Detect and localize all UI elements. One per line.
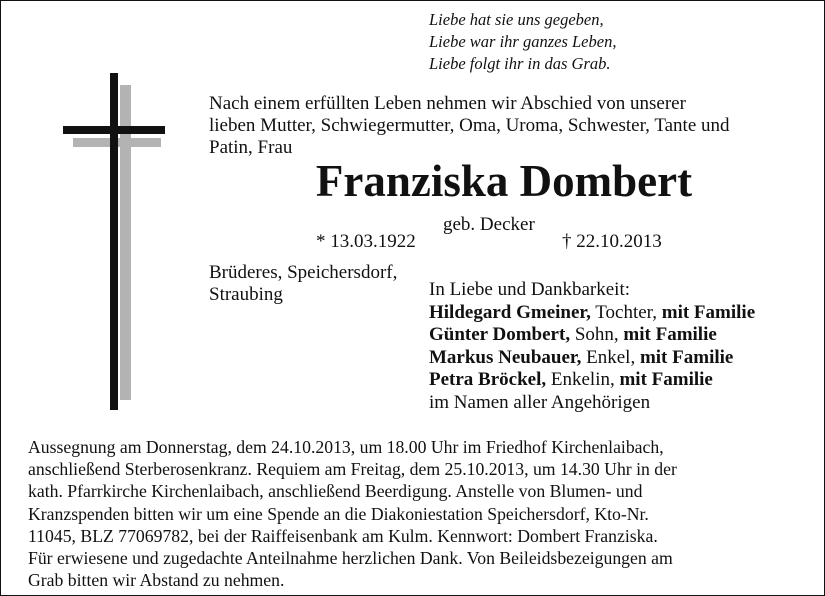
mourners-intro: In Liebe und Dankbarkeit: — [429, 279, 631, 300]
death-date: † 22.10.2013 — [562, 231, 662, 252]
poem — [429, 9, 616, 75]
mourner-relation: Enkelin, — [546, 369, 620, 390]
mourner-name: Petra Bröckel, — [429, 369, 547, 390]
mourners-block — [429, 279, 755, 414]
poem-line: Liebe hat sie uns gegeben, — [429, 10, 604, 29]
birth-date: * 13.03.1922 — [316, 231, 416, 252]
details-line: Aussegnung am Donnerstag, dem 24.10.2013, um 18.00 Uhr im Friedhof Kirchenlaibach, — [28, 437, 664, 457]
poem-line: Liebe war ihr ganzes Leben, — [429, 32, 617, 51]
details-line: anschließend Sterberosenkranz. Requiem am Freitag, dem 25.10.2013, um 14.30 Uhr in der — [28, 459, 677, 480]
details-line: Grab bitten wir Abstand zu nehmen. — [28, 570, 285, 591]
deceased-name: Franziska Dombert — [315, 156, 693, 206]
intro-line: lieben Mutter, Schwiegermutter, Oma, Uroma, Schwester, Tante und — [209, 115, 730, 136]
details-line: kath. Pfarrkirche Kirchenlaibach, anschließend Beerdigung. Anstelle von Blumen- und — [28, 481, 643, 502]
mourner-name: Günter Dombert, — [429, 324, 571, 345]
intro-line: Nach einem erfüllten Leben nehmen wir Abschied von unserer — [209, 93, 686, 114]
mourner-relation: Sohn, — [570, 324, 624, 345]
mourner-family: mit Familie — [623, 324, 717, 345]
places — [209, 262, 397, 306]
mourner-relation: Tochter, — [590, 301, 662, 323]
poem-line: Liebe folgt ihr in das Grab. — [429, 54, 611, 73]
cross-horizontal-bar — [63, 126, 165, 134]
mourner-entry — [429, 302, 755, 325]
mourner-name: Hildegard Gmeiner, — [429, 301, 591, 323]
place-line: Brüderes, Speichersdorf, — [209, 262, 398, 283]
details-line: 11045, BLZ 77069782, bei der Raiffeisenbank am Kulm. Kennwort: Dombert Franziska. — [28, 525, 658, 546]
intro-text — [209, 93, 809, 159]
mourners-outro: im Namen aller Angehörigen — [429, 391, 651, 413]
funeral-details — [28, 436, 677, 591]
mourner-family: mit Familie — [619, 369, 713, 390]
mourner-relation: Enkel, — [581, 346, 640, 368]
maiden-name: geb. Decker — [443, 214, 535, 235]
intro-line: Patin, Frau — [209, 137, 293, 158]
mourner-entry — [429, 324, 755, 347]
mourner-name: Markus Neubauer, — [429, 346, 582, 368]
details-line: Kranzspenden bitten wir um eine Spende an die Diakoniestation Speichersdorf, Kto-Nr. — [28, 503, 649, 524]
mourner-family: mit Familie — [661, 301, 756, 323]
place-line: Straubing — [209, 284, 283, 305]
mourner-entry — [429, 347, 755, 370]
mourner-family: mit Familie — [639, 346, 734, 368]
details-line: Für erwiesene und zugedachte Anteilnahme herzlichen Dank. Von Beileidsbezeigungen am — [28, 548, 673, 569]
cross-vertical-bar — [110, 73, 118, 410]
mourner-entry — [429, 369, 755, 392]
